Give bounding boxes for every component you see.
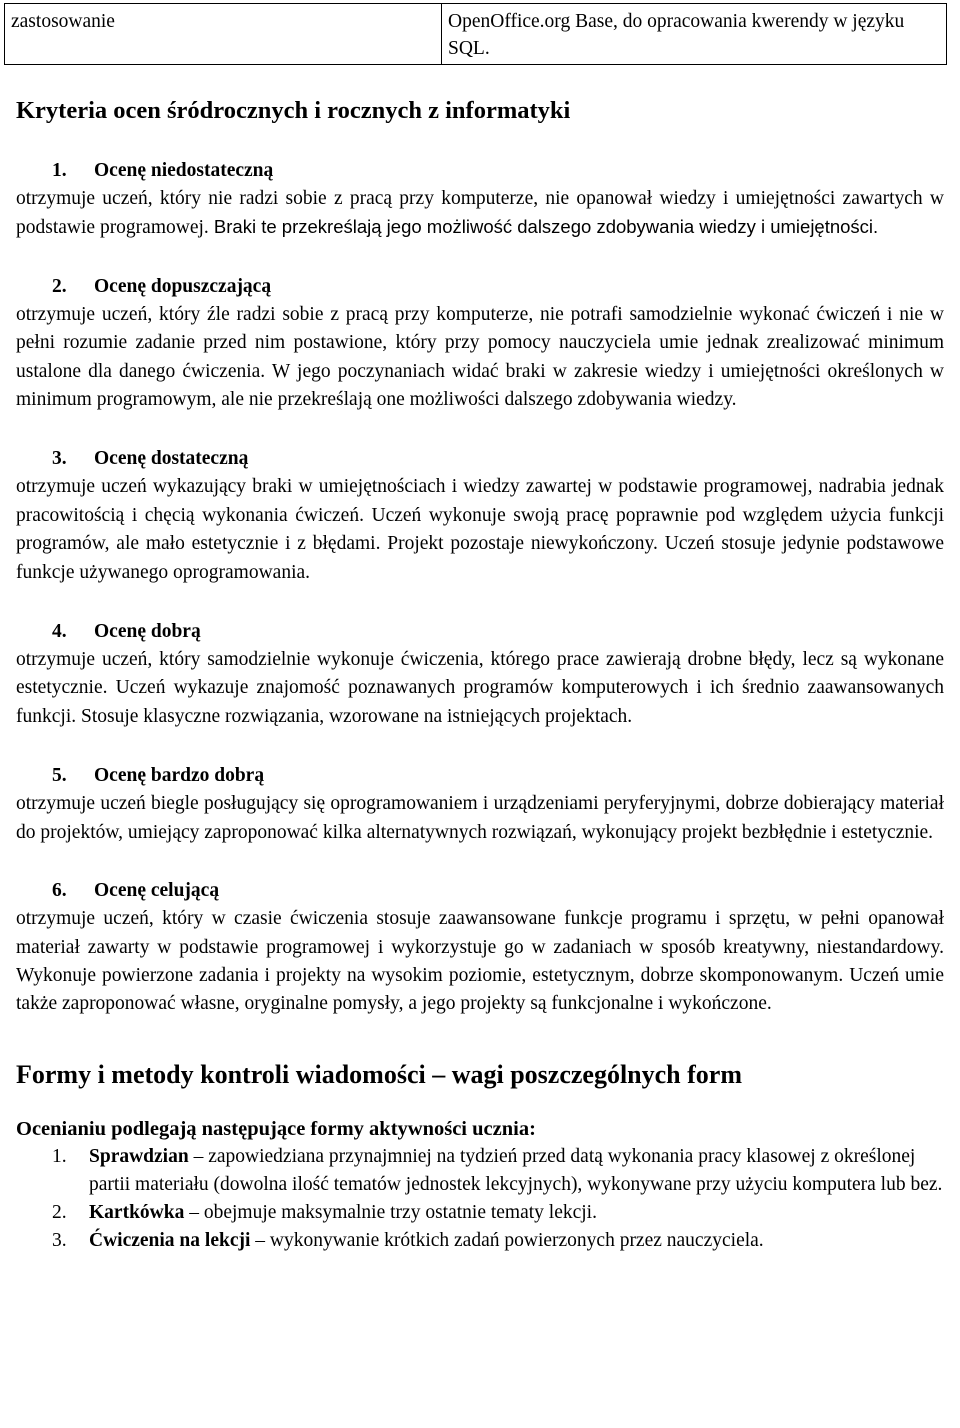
list-item-description: – wykonywanie krótkich zadań powierzonych przez nauczyciela. xyxy=(250,1230,764,1252)
grade-description xyxy=(16,185,944,243)
grade-section xyxy=(16,445,944,587)
list-item-description: – zapowiedziana przynajmniej na tydzień przed datą wykonania pracy klasowej z określonej partii materiału (dowolna ilość tematów jednostek lekcyjnych), wykonywane przy użyciu komputera lub bez. xyxy=(89,1145,943,1195)
grade-heading xyxy=(52,877,944,905)
table-value-cell: OpenOffice.org Base, do opracowania kwerendy w języku SQL. xyxy=(442,4,947,65)
grade-number: 5. xyxy=(52,765,67,787)
list-item-term: Ćwiczenia na lekcji xyxy=(89,1230,251,1252)
grade-section xyxy=(16,618,944,731)
document-page xyxy=(11,0,944,1256)
grade-number: 6. xyxy=(52,880,67,902)
grade-description-text-extra: W jego poczynaniach widać braki w zakresie wiedzy i umiejętności określonych w minimum programowym, ale nie przekreślają one możliwości dalszego zdobywania wiedzy. xyxy=(16,360,944,411)
forms-title: Formy i metody kontroli wiadomości – wagi poszczególnych form xyxy=(16,1059,742,1089)
grade-number: 1. xyxy=(52,160,67,181)
grade-section xyxy=(16,157,944,243)
list-item-term: Kartkówka xyxy=(89,1202,185,1224)
list-item-number: 1. xyxy=(52,1145,67,1167)
table-label-cell: zastosowanie xyxy=(5,4,442,65)
info-table xyxy=(4,3,947,65)
list-item-number: 3. xyxy=(52,1230,67,1252)
grade-description: otrzymuje uczeń, który w czasie ćwiczenia stosuje zaawansowane funkcje programu i sprzętu, w pełni opanował materiał zawarty w podstawie programowej i wykorzystuje go w zadaniach w sposób kreatywny, niestandardowy. Wykonuje powierzone zadania i projekty na wysokim poziomie, estetycznym, dobrze skomponowanym. Uczeń umie także zaproponować własne, oryginalne pomysły, a jego projekty są funkcjonalne i wykończone. xyxy=(16,908,944,1015)
grade-number: 4. xyxy=(52,621,67,643)
grade-heading xyxy=(52,445,944,473)
grade-description-text: otrzymuje uczeń, który nie radzi sobie z pracą przy komputerze, nie opanował wiedzy i umiejętności zawartych w podstawie programowej. xyxy=(16,188,944,239)
list-item xyxy=(16,1227,944,1255)
grade-description xyxy=(16,301,944,415)
grade-heading xyxy=(52,762,944,790)
grade-name: Ocenę celującą xyxy=(94,880,220,902)
grade-heading xyxy=(52,157,944,185)
table-row xyxy=(5,4,947,65)
grade-name: Ocenę bardzo dobrą xyxy=(94,765,265,787)
forms-subtitle: Ocenianiu podlegają następujące formy aktywności ucznia: xyxy=(16,1117,536,1140)
grade-section xyxy=(16,877,944,1019)
grade-name: Ocenę dostateczną xyxy=(94,448,249,470)
list-item-term: Sprawdzian xyxy=(89,1145,189,1167)
grade-number: 2. xyxy=(52,275,67,297)
list-item xyxy=(16,1143,944,1199)
grade-heading xyxy=(52,618,944,646)
grade-heading xyxy=(52,273,944,301)
grade-description: otrzymuje uczeń biegle posługujący się oprogramowaniem i urządzeniami peryferyjnymi, dobrze dobierający materiał do projektów, umiejący zaproponować kilka alternatywnych rozwiązań, wykonujący projekt bezbłędnie i estetycznie. xyxy=(16,793,944,843)
grade-name: Ocenę dopuszczającą xyxy=(94,275,272,297)
grade-section xyxy=(16,273,944,415)
grade-description: otrzymuje uczeń, który samodzielnie wykonuje ćwiczenia, którego prace zawierają drobne błędy, lecz są wykonane estetycznie. Uczeń wykazuje znajomość poznawanych programów komputerowych i ich średnio zaawansowanych funkcji. Stosuje klasyczne rozwiązania, wzorowane na istniejących projektach. xyxy=(16,649,944,727)
grade-name: Ocenę niedostateczną xyxy=(94,160,274,181)
list-item-number: 2. xyxy=(52,1202,67,1224)
grade-description-text: otrzymuje uczeń, który źle radzi sobie z pracą przy komputerze, nie potrafi samodzielnie wykonać ćwiczeń i nie w pełni rozumie zadanie przed nim postawione, który przy pomocy nauczyciela umie jednak zrealizować minimum ustalone dla danego ćwiczenia. xyxy=(16,303,944,382)
grade-name: Ocenę dobrą xyxy=(94,621,201,643)
grade-description-text-sans: Braki te przekreślają jego możliwość dalszego zdobywania wiedzy i umiejętności. xyxy=(208,216,879,238)
list-item xyxy=(16,1199,944,1227)
grade-description: otrzymuje uczeń wykazujący braki w umiejętnościach i wiedzy zawartej w podstawie programowej, nadrabia jednak pracowitością i chęcią wykonania ćwiczeń. Uczeń wykonuje swoją pracę poprawnie pod względem użycia funkcji programów, ale mało estetycznie i z błędami. Projekt pozostaje niewykończony. Uczeń stosuje jedynie podstawowe funkcje używanego oprogramowania. xyxy=(16,476,944,583)
grade-section xyxy=(16,762,944,847)
grade-number: 3. xyxy=(52,448,67,470)
list-item-description: – obejmuje maksymalnie trzy ostatnie tematy lekcji. xyxy=(184,1202,597,1224)
criteria-title: Kryteria ocen śródrocznych i rocznych z informatyki xyxy=(16,97,571,124)
forms-list xyxy=(16,1143,944,1256)
